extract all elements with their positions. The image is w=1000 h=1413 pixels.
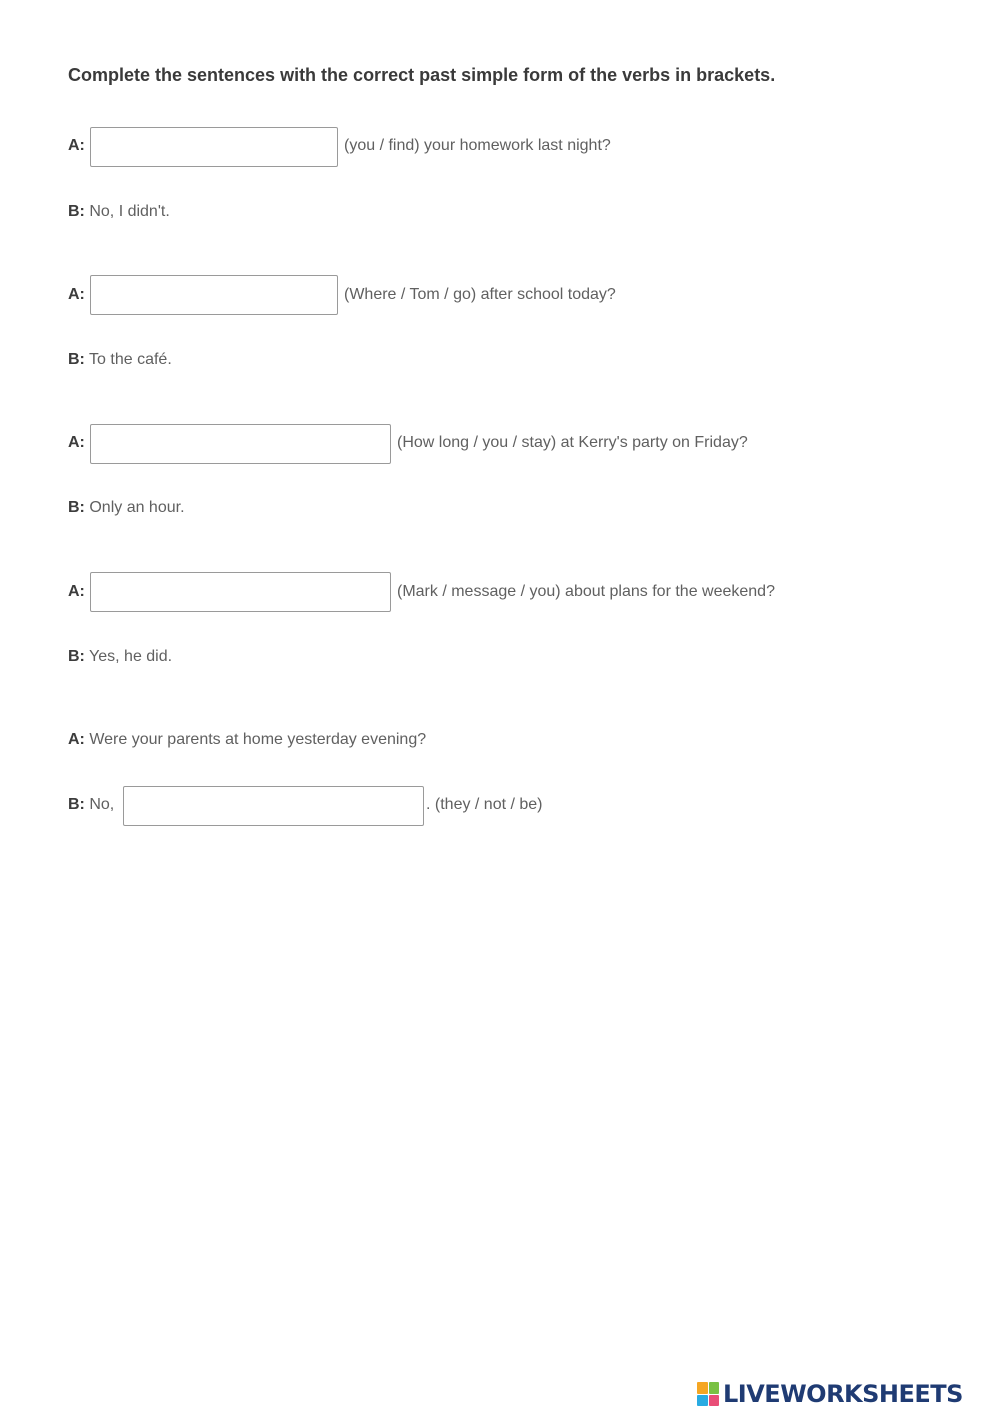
line-3b — [68, 498, 185, 518]
line-2a — [68, 285, 85, 305]
speaker-label: A: — [68, 434, 85, 451]
line-1a — [68, 136, 85, 156]
speaker-label: B: — [68, 351, 85, 368]
line-5b — [68, 795, 114, 815]
response-text: No, I didn't. — [89, 203, 170, 220]
instructions-heading: Complete the sentences with the correct past simple form of the verbs in brackets. — [68, 65, 776, 85]
prompt-4: (Mark / message / you) about plans for the weekend? — [397, 583, 775, 600]
speaker-label: B: — [68, 648, 85, 665]
speaker-label: A: — [68, 137, 85, 154]
answer-input-4[interactable] — [90, 572, 391, 612]
line-2b — [68, 350, 172, 370]
speaker-label: A: — [68, 731, 85, 748]
response-text: Only an hour. — [89, 499, 185, 516]
line-5a — [68, 730, 426, 750]
speaker-label: A: — [68, 286, 85, 303]
logo-square-2 — [709, 1382, 720, 1394]
speaker-label: A: — [68, 583, 85, 600]
line-4a — [68, 582, 85, 602]
answer-input-2[interactable] — [90, 275, 338, 315]
prompt-1: (you / find) your homework last night? — [344, 137, 611, 154]
line-4b — [68, 647, 172, 667]
speaker-label: B: — [68, 499, 85, 516]
liveworksheets-logo — [697, 1380, 963, 1408]
line-1b — [68, 202, 170, 222]
question-text: Were your parents at home yesterday evening? — [89, 731, 427, 748]
answer-input-3[interactable] — [90, 424, 391, 464]
answer-input-1[interactable] — [90, 127, 338, 167]
speaker-label: B: — [68, 796, 85, 813]
prompt-2: (Where / Tom / go) after school today? — [344, 286, 616, 303]
logo-square-3 — [697, 1395, 708, 1407]
speaker-label: B: — [68, 203, 85, 220]
logo-text: LIVEWORKSHEETS — [723, 1380, 963, 1408]
response-text: Yes, he did. — [89, 648, 173, 665]
response-lead-text: No, — [89, 796, 115, 813]
logo-square-1 — [697, 1382, 708, 1394]
answer-input-5[interactable] — [123, 786, 424, 826]
response-text: To the café. — [89, 351, 172, 368]
prompt-5: . (they / not / be) — [426, 796, 543, 813]
prompt-3: (How long / you / stay) at Kerry's party on Friday? — [397, 434, 748, 451]
line-3a — [68, 433, 85, 453]
logo-square-4 — [709, 1395, 720, 1407]
logo-icon — [697, 1382, 719, 1406]
